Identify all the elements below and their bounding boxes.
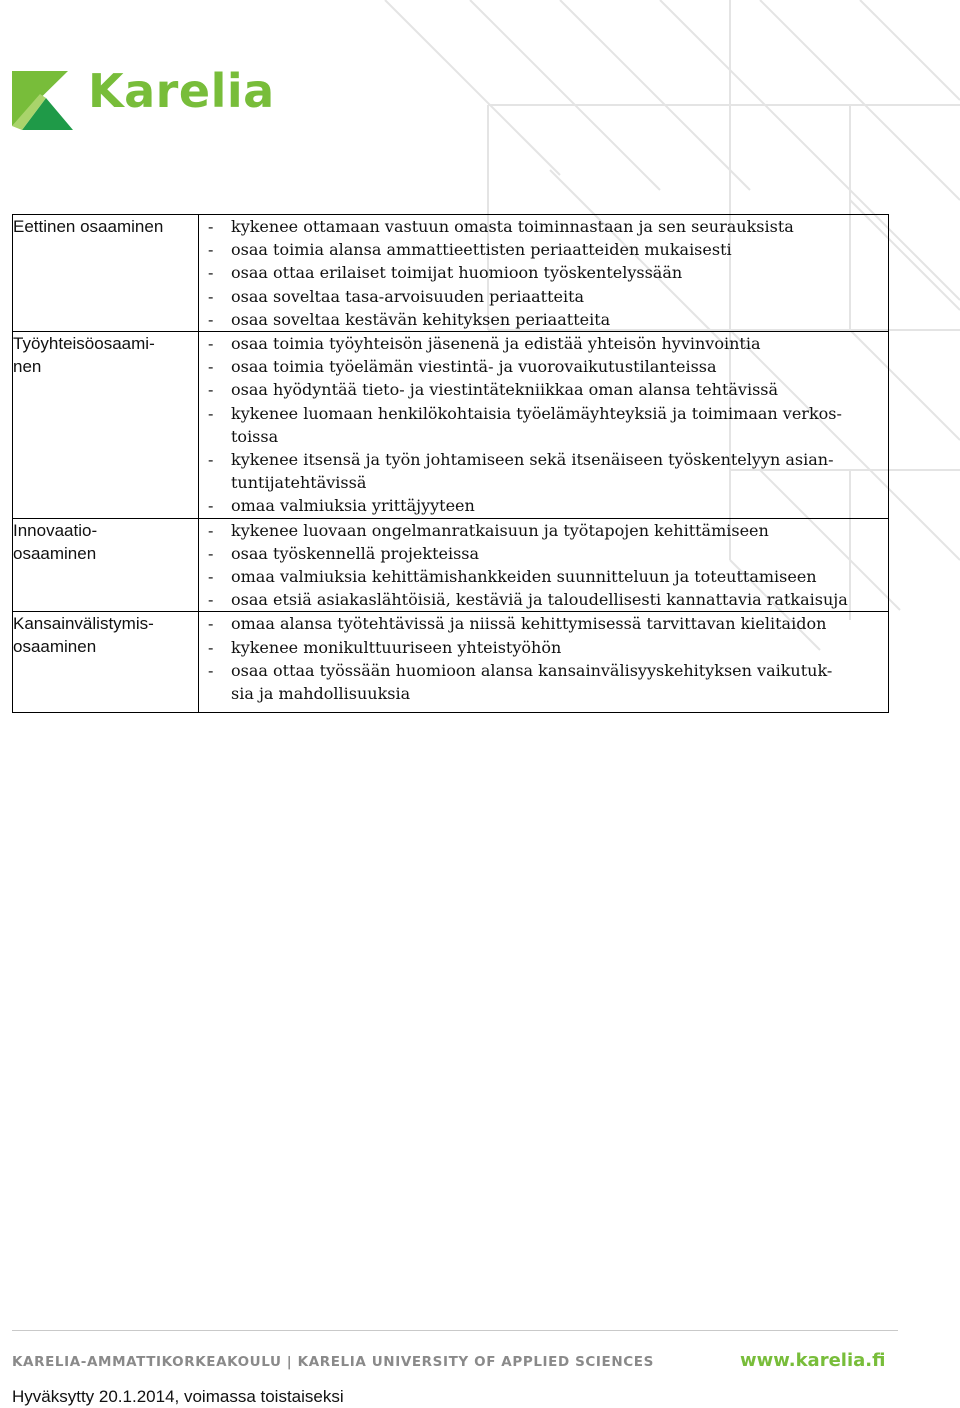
list-item [199, 612, 888, 635]
bullet-dash: - [208, 660, 214, 680]
bullet-dash: - [208, 450, 214, 470]
footer-divider [12, 1330, 898, 1331]
bullet-dash: - [208, 403, 214, 423]
logo-mark-icon [10, 68, 76, 134]
bullet-dash: - [208, 309, 214, 329]
bullet-dash: - [208, 217, 214, 236]
bullet-dash: - [208, 380, 214, 400]
approval-note: Hyväksytty 20.1.2014, voimassa toistaiseksi [12, 1387, 344, 1406]
list-item-text: kykenee luovaan ongelmanratkaisuun ja työtapojen kehittämiseen [231, 520, 769, 540]
competence-table [12, 214, 889, 713]
list-item [199, 402, 888, 448]
list-item-text: omaa valmiuksia kehittämishankkeiden suunnitteluun ja toteuttamiseen [231, 567, 817, 587]
list-item-text: omaa alansa työtehtävissä ja niissä kehittymisessä tarvittavan kielitaidon [231, 614, 827, 634]
bullet-dash: - [208, 334, 214, 354]
karelia-logo [10, 64, 280, 134]
list-item [199, 261, 888, 284]
competence-category: Kansainvälistymis- osaaminen [13, 612, 199, 713]
table-row [13, 332, 889, 519]
competence-items-cell [199, 518, 889, 612]
list-item [199, 332, 888, 355]
competence-list [199, 215, 888, 331]
list-item-text: osaa soveltaa tasa-arvoisuuden periaatteita [231, 286, 585, 306]
bullet-dash: - [208, 496, 214, 516]
list-item [199, 519, 888, 542]
list-item-text: osaa hyödyntää tieto- ja viestintätekniikkaa oman alansa tehtävissä [231, 380, 779, 400]
list-item [199, 636, 888, 659]
competence-list [199, 612, 888, 705]
logo-wordmark: Karelia [88, 64, 275, 118]
competence-items-cell [199, 215, 889, 332]
bullet-dash: - [208, 543, 214, 563]
list-item-text: omaa valmiuksia yrittäjyyteen [231, 496, 475, 516]
bullet-dash: - [208, 637, 214, 657]
list-item-text: osaa ottaa erilaiset toimijat huomioon työskentelyssään [231, 263, 683, 283]
bullet-dash: - [208, 567, 214, 587]
list-item [199, 215, 888, 238]
list-item [199, 588, 888, 611]
bullet-dash: - [208, 614, 214, 634]
list-item-text: osaa toimia työelämän viestintä- ja vuorovaikutustilanteissa [231, 357, 717, 377]
list-item-text: kykenee ottamaan vastuun omasta toiminnastaan ja sen seurauksista [231, 217, 794, 236]
list-item [199, 659, 888, 705]
list-item [199, 448, 888, 494]
table-row [13, 518, 889, 612]
list-item [199, 565, 888, 588]
bullet-dash: - [208, 240, 214, 260]
list-item-text: osaa etsiä asiakaslähtöisiä, kestäviä ja taloudellisesti kannattavia ratkaisuja [231, 590, 848, 610]
bullet-dash: - [208, 286, 214, 306]
list-item-text: osaa työskennellä projekteissa [231, 543, 480, 563]
bullet-dash: - [208, 357, 214, 377]
table-row [13, 215, 889, 332]
list-item [199, 378, 888, 401]
list-item [199, 285, 888, 308]
list-item [199, 355, 888, 378]
competence-category: Innovaatio- osaaminen [13, 518, 199, 612]
bullet-dash: - [208, 263, 214, 283]
list-item [199, 238, 888, 261]
list-item-text: osaa soveltaa kestävän kehityksen periaatteita [231, 309, 611, 329]
list-item-text: osaa toimia työyhteisön jäsenenä ja edistää yhteisön hyvinvointia [231, 334, 761, 354]
competence-items-cell [199, 332, 889, 519]
list-item [199, 494, 888, 517]
list-item [199, 308, 888, 331]
list-item-text: osaa toimia alansa ammattieettisten periaatteiden mukaisesti [231, 240, 732, 260]
table-row [13, 612, 889, 713]
footer-website-link[interactable]: www.karelia.fi [740, 1350, 886, 1371]
competence-items-cell [199, 612, 889, 713]
list-item [199, 542, 888, 565]
list-item-text: kykenee monikulttuuriseen yhteistyöhön [231, 637, 562, 657]
competence-category: Eettinen osaaminen [13, 215, 199, 332]
competence-list [199, 332, 888, 518]
footer-institution: KARELIA-AMMATTIKORKEAKOULU | KARELIA UNIVERSITY OF APPLIED SCIENCES [12, 1354, 654, 1370]
competence-category: Työyhteisöosaami- nen [13, 332, 199, 519]
competence-list [199, 519, 888, 612]
list-item-text: kykenee itsensä ja työn johtamiseen sekä itsenäiseen työskentelyyn asian- tuntijatehtävissä [231, 450, 834, 493]
list-item-text: osaa ottaa työssään huomioon alansa kansainvälisyyskehityksen vaikutuk- sia ja mahdollisuuksia [231, 660, 833, 704]
list-item-text: kykenee luomaan henkilökohtaisia työelämäyhteyksiä ja toimimaan verkos- toissa [231, 403, 842, 446]
bullet-dash: - [208, 520, 214, 540]
bullet-dash: - [208, 590, 214, 610]
